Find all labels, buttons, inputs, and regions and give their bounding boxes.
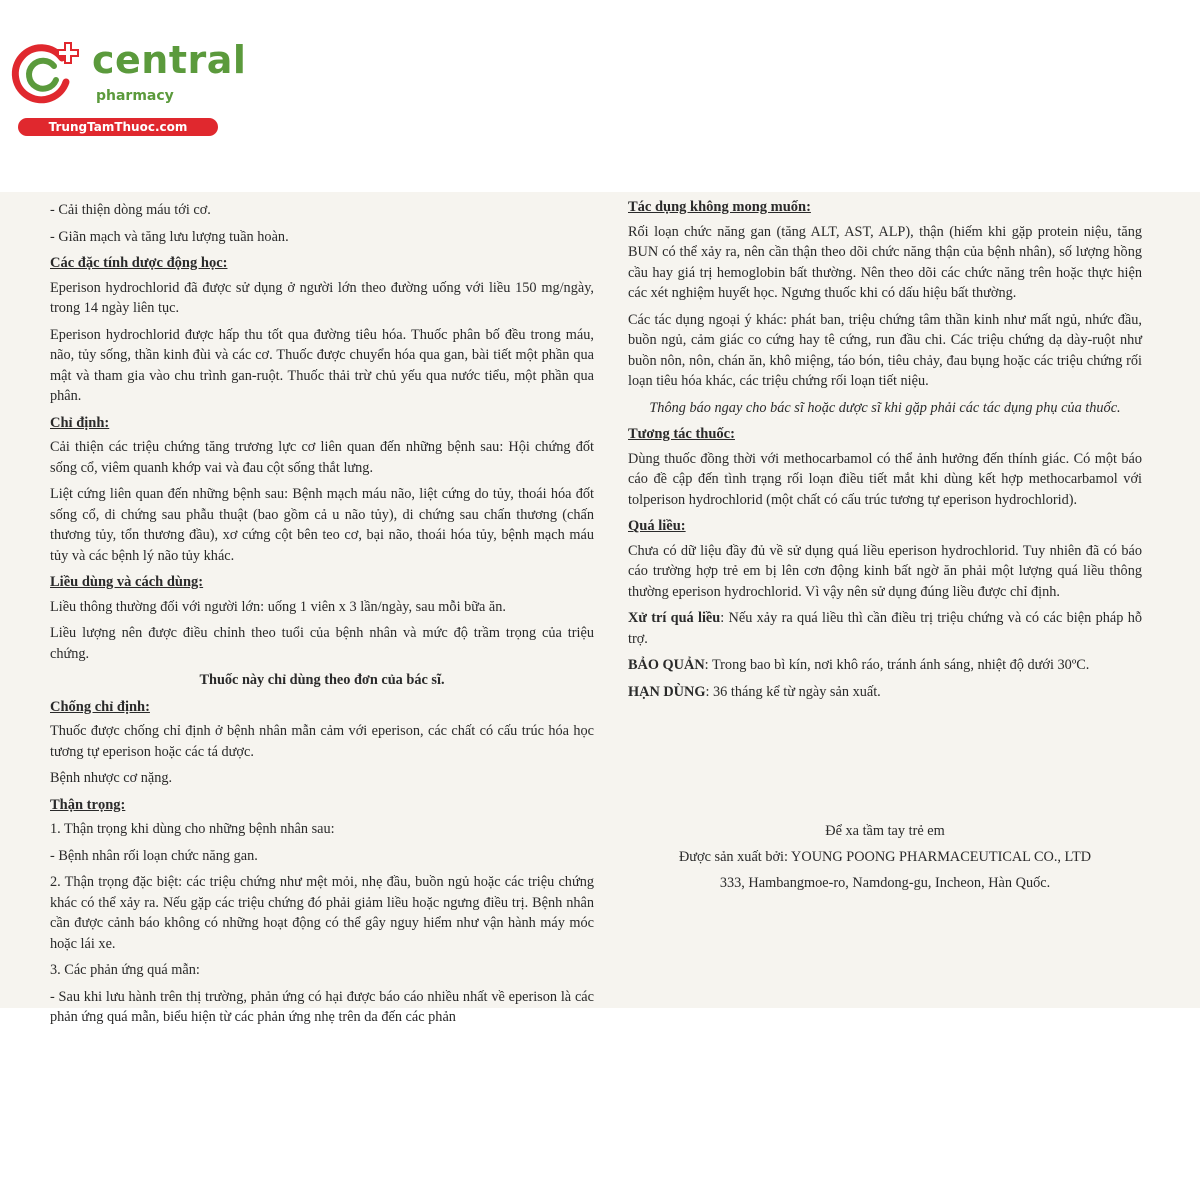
paragraph: Eperison hydrochlorid được hấp thu tốt qua đường tiêu hóa. Thuốc phân bố đều trong máu, não, tủy sống, thần kinh đùi và các cơ. Thuốc được chuyển hóa qua gan, bài tiết một phần qua mật và tham gia vào chu trình gan-ruột. Thuốc thải trừ chủ yếu qua nước tiểu, một phần qua phân.: [50, 326, 594, 404]
brand-url-badge: TrungTamThuoc.com: [18, 118, 218, 136]
section-heading-overdose: Quá liều:: [628, 518, 686, 534]
overdose-treatment-label: Xử trí quá liều: [628, 610, 721, 626]
expiry-label: HẠN DÙNG: [628, 683, 706, 700]
keep-away-children: Để xa tầm tay trẻ em: [825, 823, 945, 839]
paragraph: 2. Thận trọng đặc biệt: các triệu chứng như mệt mỏi, nhẹ đầu, buồn ngủ hoặc các triệu chứng khác có thể xảy ra. Nếu gặp các triệu chứng đó phải giảm liều hoặc ngưng điều trị. Bệnh nhân cần được cảnh báo không có những hoạt động có thể gây nguy hiểm như vận hành máy móc hoặc lái xe.: [50, 874, 594, 952]
paragraph: Liệt cứng liên quan đến những bệnh sau: Bệnh mạch máu não, liệt cứng do tủy, thoái hóa đốt sống cổ, di chứng sau phẫu thuật (bao gồm cả u não tủy), di chứng sau chấn thương (chấn thương tủy, tổn thương đầu), xơ cứng cột bên teo cơ, bại não, thoái hóa tủy, bệnh mạch máu tủy và các bệnh lý não tủy khác.: [50, 486, 594, 564]
paragraph: Bệnh nhược cơ nặng.: [50, 770, 173, 786]
paragraph: Cải thiện các triệu chứng tăng trương lực cơ liên quan đến những bệnh sau: Hội chứng đốt sống cổ, viêm quanh khớp vai và đau cột sống thắt lưng.: [50, 439, 594, 476]
paragraph: Eperison hydrochlorid đã được sử dụng ở người lớn theo đường uống với liều 150 mg/ngày, trong 14 ngày liên tục.: [50, 279, 594, 316]
section-heading-precautions: Thận trọng:: [50, 796, 126, 813]
section-heading-indications: Chỉ định:: [50, 414, 110, 431]
storage: [628, 655, 1142, 676]
expiry-text: : 36 tháng kể từ ngày sản xuất.: [705, 683, 881, 700]
section-heading-dosage: Liều dùng và cách dùng:: [50, 574, 204, 590]
overdose-treatment: [628, 608, 1142, 649]
paragraph: Dùng thuốc đồng thời với methocarbamol có thể ảnh hưởng đến thính giác. Có một báo cáo đề cập đến tình trạng rối loạn điều tiết mắt khi dùng kết hợp methocarbamol với tolperison hydrochlorid (một chất có cấu trúc tương tự eperison hydrochlorid).: [628, 450, 1142, 508]
paragraph: Thuốc được chống chỉ định ở bệnh nhân mẫn cảm với eperison, các chất có cấu trúc hóa học tương tự eperison hoặc các tá dược.: [50, 723, 594, 760]
section-heading-side-effects: Tác dụng không mong muốn:: [628, 199, 811, 215]
paragraph: Liều lượng nên được điều chỉnh theo tuổi của bệnh nhân và mức độ trầm trọng của triệu chứng.: [50, 625, 594, 662]
side-effect-notice: Thông báo ngay cho bác sĩ hoặc dược sĩ khi gặp phải các tác dụng phụ của thuốc.: [649, 399, 1121, 416]
expiry: [628, 682, 1142, 703]
paragraph: - Sau khi lưu hành trên thị trường, phản ứng có hại được báo cáo nhiều nhất về eperison là các phản ứng quá mẫn, biểu hiện từ các phản ứng nhẹ trên da đến các phản: [50, 988, 594, 1025]
section-heading-interactions: Tương tác thuốc:: [628, 426, 735, 442]
central-pharmacy-logo-icon: [10, 36, 82, 108]
pharmacology-line: - Cải thiện dòng máu tới cơ.: [50, 202, 211, 218]
section-heading-contraindications: Chống chỉ định:: [50, 698, 150, 715]
right-column: [628, 194, 1142, 708]
overdose-treatment-text: : Nếu xảy ra quá liều thì cần điều trị triệu chứng và có các biện pháp hỗ trợ.: [628, 610, 1142, 647]
storage-text: : Trong bao bì kín, nơi khô ráo, tránh ánh sáng, nhiệt độ dưới 30ºC.: [704, 657, 1090, 673]
paragraph: Liều thông thường đối với người lớn: uống 1 viên x 3 lần/ngày, sau mỗi bữa ăn.: [50, 598, 506, 615]
leaflet-scan: [0, 192, 1200, 1025]
brand-logo: [10, 36, 247, 136]
brand-subtitle: pharmacy: [96, 88, 174, 104]
manufacturer-address: 333, Hambangmoe-ro, Namdong-gu, Incheon, Hàn Quốc.: [719, 875, 1051, 891]
pharmacology-line: - Giãn mạch và tăng lưu lượng tuần hoàn.: [50, 228, 289, 245]
paragraph: Các tác dụng ngoại ý khác: phát ban, triệu chứng tâm thần kinh như mất ngủ, nhức đầu, buồn ngủ, cảm giác co cứng hay tê cứng, run đầu chi. Các triệu chứng dạ dày-ruột như buồn nôn, nôn, chán ăn, khô miệng, táo bón, tiêu chảy, đau bụng hoặc các triệu chứng rối loạn tiêu hóa khác, các triệu chứng rối loạn tiết niệu.: [628, 311, 1142, 389]
paragraph: 3. Các phản ứng quá mẫn:: [50, 962, 200, 978]
left-column: [50, 200, 594, 1034]
paragraph: - Bệnh nhân rối loạn chức năng gan.: [50, 847, 258, 864]
paragraph: Chưa có dữ liệu đầy đủ về sử dụng quá liều eperison hydrochlorid. Tuy nhiên đã có báo cáo trường hợp trẻ em bị lên cơn động kinh bất ngờ ăn phải một lượng quá liều thông thường eperison hydrochlorid. Vì vậy nên sử dụng đúng liều được chỉ định.: [628, 542, 1142, 600]
manufacturer-name: Được sản xuất bởi: YOUNG POONG PHARMACEUTICAL CO., LTD: [678, 849, 1092, 865]
paragraph: Rối loạn chức năng gan (tăng ALT, AST, ALP), thận (hiếm khi gặp protein niệu, tăng BUN có thể xảy ra, nên cần thận theo dõi chức năng thận của bệnh nhân), số lượng hồng cầu hay giá trị hemoglobin bất thường. Nên theo dõi các chức năng trên hoặc thực hiện các xét nghiệm huyết học. Ngưng thuốc khi có dấu hiệu bất thường.: [628, 223, 1142, 301]
prescription-note: Thuốc này chỉ dùng theo đơn của bác sĩ.: [199, 672, 445, 688]
brand-name: central: [92, 38, 247, 82]
manufacturer-footer: [628, 818, 1142, 896]
storage-label: BẢO QUẢN: [628, 657, 705, 673]
section-heading-pharmacokinetics: Các đặc tính dược động học:: [50, 255, 228, 271]
paragraph: 1. Thận trọng khi dùng cho những bệnh nhân sau:: [50, 821, 335, 837]
